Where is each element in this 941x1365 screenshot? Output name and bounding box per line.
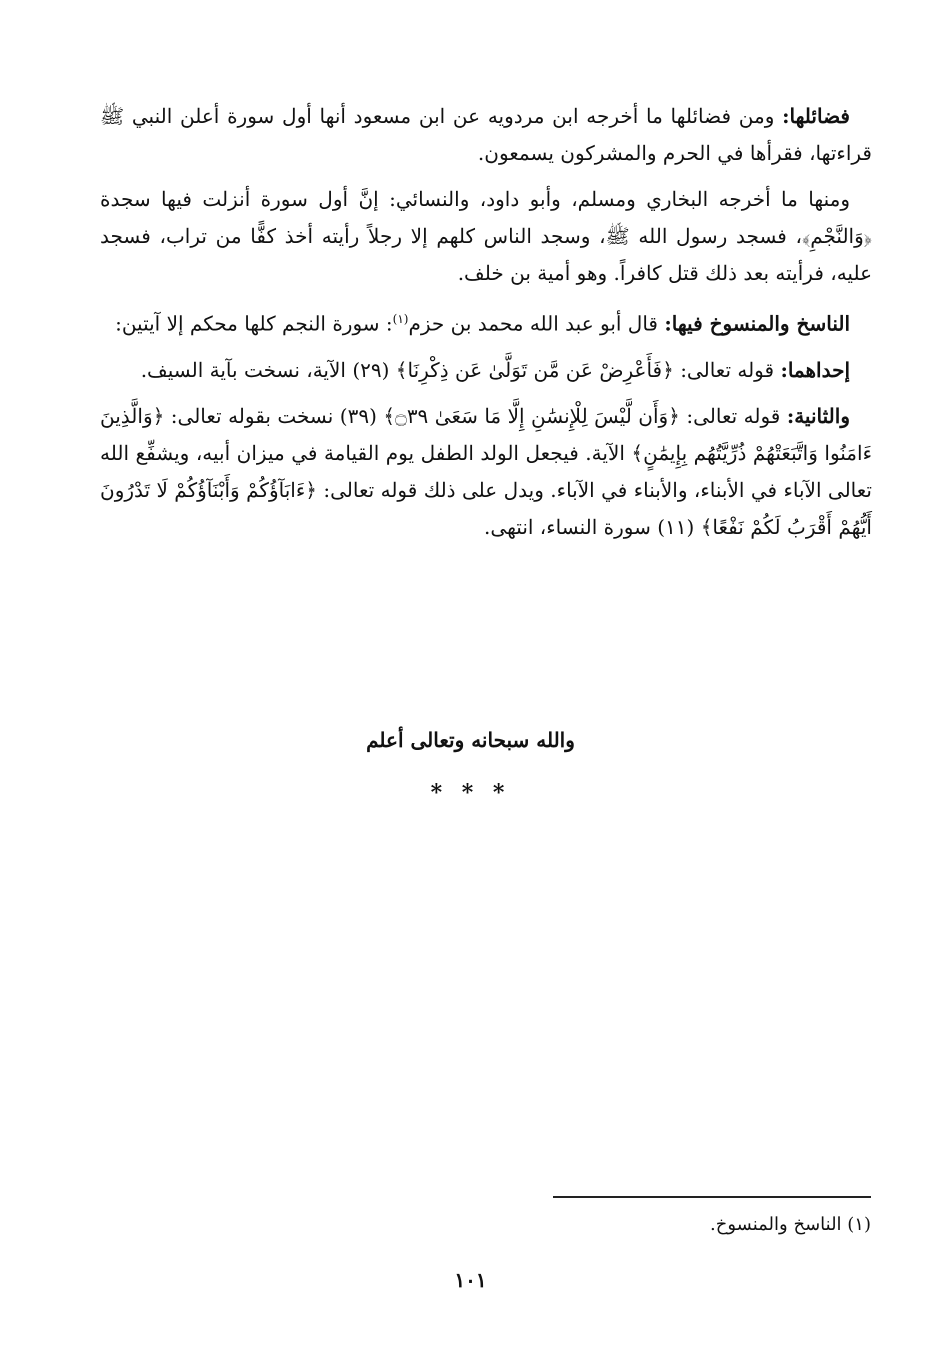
paragraph-first-verse-body: قوله تعالى: ﴿فَأَعْرِضْ عَن مَّن تَوَلَّىٰ عَن ذِكْرِنَا﴾ (٢٩) الآية، نسخت بآية السيف. [140, 357, 781, 382]
footnote: (١) الناسخ والمنسوخ. [710, 1214, 871, 1235]
paragraph-abrogation-body: قال أبو عبد الله محمد بن حزم [408, 311, 665, 336]
paragraph-hadith [100, 181, 872, 292]
footnote-divider [553, 1196, 871, 1198]
paragraph-first-verse [100, 352, 872, 389]
page-number: ١٠١ [454, 1268, 487, 1292]
heading-second-verse: والثانية: [786, 403, 850, 428]
heading-first-verse: إحداهما: [780, 357, 850, 382]
paragraph-virtues-body: ومن فضائلها ما أخرجه ابن مردويه عن ابن مسعود أنها أول سورة أعلن النبي ﷺ قراءتها، فقرأها في الحرم والمشركون يسمعون. [100, 104, 872, 165]
heading-abrogation: الناسخ والمنسوخ فيها: [664, 311, 850, 336]
section-separator: * * * [430, 780, 511, 806]
paragraph-second-verse [100, 398, 872, 546]
paragraph-abrogation [100, 301, 872, 343]
closing-formula: والله سبحانه وتعالى أعلم [366, 728, 575, 752]
paragraph-hadith-body: ومنها ما أخرجه البخاري ومسلم، وأبو داود، والنسائي: إنَّ أول سورة أنزلت فيها سجدة ﴿وَالنَّجْمِ﴾، فسجد رسول الله ﷺ، وسجد الناس كلهم إلا رجلاً رأيته أخذ كفًّا من تراب، فسجد عليه، فرأيته بعد ذلك قتل كافراً. وهو أمية بن خلف. [100, 187, 872, 285]
heading-virtues: فضائلها: [782, 104, 850, 128]
paragraph-abrogation-tail: : سورة النجم كلها محكم إلا آيتين: [115, 311, 393, 336]
paragraph-virtues [100, 98, 872, 172]
footnote-marker: (١) [392, 312, 409, 326]
paragraph-second-verse-body: قوله تعالى: ﴿وَأَن لَّيْسَ لِلْإِنسَٰنِ إِلَّا مَا سَعَىٰ ۝٣٩﴾ (٣٩) نسخت بقوله تعالى: ﴿وَالَّذِينَ ءَامَنُوا وَاتَّبَعَتْهُمْ ذُرِّيَّتُهُم بِإِيمَٰنٍ﴾ الآية. فيجعل الولد الطفل يوم القيامة في ميزان أبيه، ويشفِّع الله تعالى الآباء في الأبناء، والأبناء في الآباء. ويدل على ذلك قوله تعالى: ﴿ءَابَآؤُكُمْ وَأَبْنَآؤُكُمْ لَا تَدْرُونَ أَيُّهُمْ أَقْرَبُ لَكُمْ نَفْعًا﴾ (١١) سورة النساء، انتهى. [100, 403, 872, 539]
main-text [100, 98, 872, 555]
